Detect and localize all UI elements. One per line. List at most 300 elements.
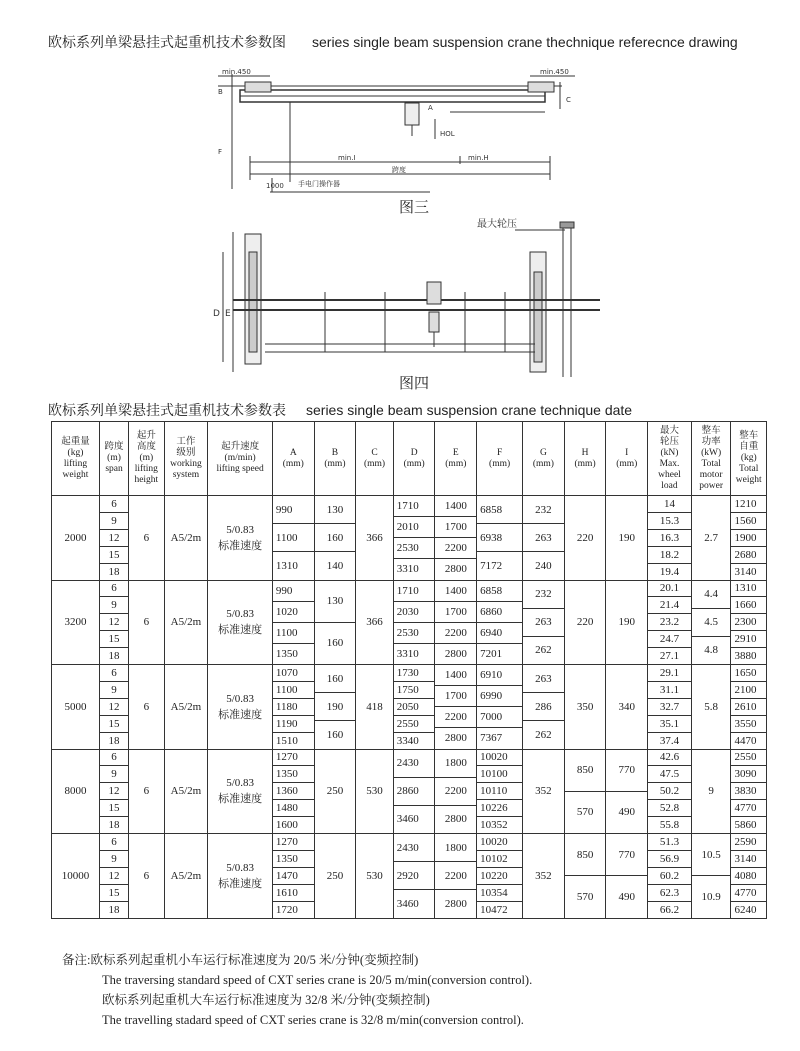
cell-value: 51.3 bbox=[648, 834, 691, 851]
cell-value: 55.8 bbox=[659, 819, 680, 832]
cell-value: 24.7 bbox=[648, 631, 691, 648]
cell-value: 220 bbox=[576, 531, 594, 544]
header-cell bbox=[393, 422, 435, 496]
cell-value: 4770 bbox=[731, 885, 766, 902]
figure-4-drawing bbox=[205, 212, 605, 382]
fig3-label-min-i: min.I bbox=[338, 154, 356, 162]
header-cell-line: (kN) bbox=[660, 447, 679, 458]
cell-speed bbox=[208, 580, 273, 665]
cell-value: 1190 bbox=[273, 716, 314, 733]
cell-I bbox=[606, 749, 648, 834]
cell-weight bbox=[52, 834, 100, 919]
cell-value: 6858 bbox=[477, 581, 522, 602]
header-cell-line: 整车 bbox=[701, 425, 721, 436]
cell-value: 250 bbox=[326, 869, 344, 882]
cell-value: 1400 bbox=[435, 581, 476, 602]
cell-F bbox=[477, 749, 523, 834]
header-cell bbox=[164, 422, 208, 496]
cell-value: 2860 bbox=[394, 778, 435, 806]
fig3-label-b: B bbox=[218, 88, 223, 96]
note-line1-en: The traversing standard speed of CXT series crane is 20/5 m/min(conversion control). bbox=[102, 973, 533, 987]
cell-value: 190 bbox=[618, 616, 635, 629]
header-cell bbox=[564, 422, 606, 496]
cell-value: 15 bbox=[100, 885, 128, 902]
cell-value: 1100 bbox=[273, 682, 314, 699]
cell-value: 2590 bbox=[731, 834, 766, 851]
header-cell-line: (mm) bbox=[489, 458, 511, 469]
cell-weight bbox=[52, 580, 100, 665]
cell-value: 263 bbox=[523, 524, 564, 552]
cell-G bbox=[523, 834, 565, 919]
cell-value: 2200 bbox=[435, 623, 476, 644]
cell-value: 10354 bbox=[477, 885, 522, 902]
cell-value: 2800 bbox=[444, 897, 467, 910]
cell-value: 2050 bbox=[394, 699, 435, 716]
header-cell-line: (mm) bbox=[616, 458, 638, 469]
cell-value: 1600 bbox=[275, 819, 298, 832]
cell-value: 570 bbox=[576, 890, 594, 903]
cell-weight bbox=[52, 496, 100, 581]
cell-value: 2100 bbox=[731, 682, 766, 699]
header-title-cn: 欧标系列单梁悬挂式起重机技术参数图 bbox=[48, 35, 286, 51]
cell-value: 1270 bbox=[273, 834, 314, 851]
header-cell-line: 轮压 bbox=[659, 436, 679, 447]
cell-value: 3830 bbox=[731, 783, 766, 800]
cell-power bbox=[691, 665, 731, 750]
spec-table bbox=[51, 421, 767, 919]
table-row bbox=[52, 749, 767, 834]
cell-value: 2430 bbox=[394, 834, 435, 862]
cell-value: 42.6 bbox=[648, 750, 691, 767]
cell-weight bbox=[52, 749, 100, 834]
cell-value: 18 bbox=[108, 734, 120, 747]
cell-value: 2200 bbox=[435, 778, 476, 806]
cell-value: 32.7 bbox=[648, 699, 691, 716]
cell-C bbox=[356, 496, 394, 581]
cell-I bbox=[606, 580, 648, 665]
cell-value: 366 bbox=[366, 616, 383, 629]
cell-value: 2000 bbox=[64, 531, 87, 544]
cell-value: 140 bbox=[326, 559, 344, 572]
header-cell-line: 整车 bbox=[739, 431, 759, 441]
cell-speed bbox=[208, 834, 273, 919]
cell-value: 232 bbox=[523, 496, 564, 524]
notes-label: 备注: bbox=[62, 953, 91, 967]
header-cell-line: weight bbox=[62, 469, 89, 480]
cell-value: 10100 bbox=[477, 766, 522, 783]
cell-value: 66.2 bbox=[659, 903, 680, 916]
cell-value: 3200 bbox=[64, 616, 87, 629]
cell-value: 1470 bbox=[273, 868, 314, 885]
table-row bbox=[52, 580, 767, 665]
cell-value: 10110 bbox=[477, 783, 522, 800]
header-cell bbox=[691, 422, 731, 496]
cell-value: 标准速度 bbox=[218, 624, 263, 637]
cell-value: 2550 bbox=[394, 716, 435, 733]
cell-value: 263 bbox=[523, 609, 564, 637]
cell-value: 3460 bbox=[396, 897, 419, 910]
header-title-en: series single beam suspension crane thechnique referecnce drawing bbox=[312, 34, 738, 50]
cell-value: 2920 bbox=[394, 862, 435, 890]
cell-A bbox=[272, 665, 314, 750]
cell-value: 12 bbox=[100, 783, 128, 800]
header-cell-line: H bbox=[581, 447, 589, 458]
cell-value: 6 bbox=[100, 581, 128, 598]
cell-value: 490 bbox=[618, 806, 635, 819]
header-cell bbox=[129, 422, 164, 496]
cell-value: 2800 bbox=[444, 813, 467, 826]
cell-value: 10220 bbox=[477, 868, 522, 885]
cell-value: 18.2 bbox=[648, 547, 691, 564]
cell-value: 29.1 bbox=[648, 665, 691, 682]
figure-3-caption: 图三 bbox=[399, 198, 430, 216]
cell-value: 9 bbox=[100, 851, 128, 868]
cell-value: 1700 bbox=[435, 517, 476, 538]
cell-value: 190 bbox=[315, 693, 356, 721]
cell-value: 366 bbox=[366, 531, 383, 544]
cell-value: 990 bbox=[273, 581, 314, 602]
cell-value: 15.3 bbox=[648, 513, 691, 530]
note-line2-cn: 欧标系列起重机大车运行标准速度为 32/8 米/分钟(变频控制) bbox=[102, 993, 430, 1007]
cell-value: 6990 bbox=[477, 686, 522, 707]
cell-value: 418 bbox=[366, 700, 383, 713]
header-cell bbox=[648, 422, 692, 496]
cell-value: 5/0.83 bbox=[226, 861, 254, 874]
cell-value: 12 bbox=[100, 614, 128, 631]
cell-F bbox=[477, 834, 523, 919]
cell-total bbox=[731, 580, 767, 665]
cell-lift_height bbox=[129, 834, 164, 919]
cell-value: 2550 bbox=[731, 750, 766, 767]
cell-value: 19.4 bbox=[659, 565, 680, 578]
table-body bbox=[52, 496, 767, 919]
cell-value: 130 bbox=[315, 581, 356, 623]
header-cell-line: (kg) bbox=[740, 453, 757, 463]
table-title-cn: 欧标系列单梁悬挂式起重机技术参数表 bbox=[48, 403, 286, 419]
table-header-row bbox=[52, 422, 767, 496]
figure-4-caption: 图四 bbox=[399, 374, 430, 392]
figure-3-drawing bbox=[210, 64, 590, 204]
header-cell bbox=[99, 422, 128, 496]
cell-value: 250 bbox=[326, 785, 344, 798]
cell-value: 15 bbox=[100, 547, 128, 564]
cell-value: 标准速度 bbox=[218, 877, 263, 890]
cell-value: 52.8 bbox=[648, 800, 691, 817]
header-cell-line: D bbox=[410, 447, 418, 458]
cell-C bbox=[356, 749, 394, 834]
page-header bbox=[48, 32, 738, 52]
cell-A bbox=[272, 496, 314, 581]
cell-speed bbox=[208, 749, 273, 834]
cell-B bbox=[314, 580, 356, 665]
cell-value: 10020 bbox=[477, 750, 522, 767]
cell-value: 263 bbox=[523, 665, 564, 693]
cell-value: 9 bbox=[100, 766, 128, 783]
cell-value: A5/2m bbox=[170, 531, 202, 544]
fig3-label-hol: HOL bbox=[440, 130, 455, 138]
fig4-label-d: D bbox=[213, 309, 220, 319]
cell-value: 12 bbox=[100, 530, 128, 547]
cell-value: 6 bbox=[100, 665, 128, 682]
cell-value: 2430 bbox=[394, 750, 435, 778]
header-cell-line: wheel bbox=[658, 469, 681, 480]
cell-value: 10020 bbox=[477, 834, 522, 851]
cell-value: 9 bbox=[708, 785, 714, 798]
cell-value: 1510 bbox=[275, 734, 298, 747]
cell-wheel bbox=[648, 749, 692, 834]
cell-power bbox=[691, 580, 731, 665]
cell-value: 2200 bbox=[435, 862, 476, 890]
cell-value: 1350 bbox=[273, 851, 314, 868]
cell-A bbox=[272, 580, 314, 665]
cell-value: 10.5 bbox=[692, 834, 731, 876]
cell-value: 2200 bbox=[435, 707, 476, 728]
cell-I bbox=[606, 834, 648, 919]
cell-E bbox=[435, 496, 477, 581]
cell-speed bbox=[208, 496, 273, 581]
cell-value: 2530 bbox=[394, 538, 435, 559]
cell-total bbox=[731, 496, 767, 581]
cell-value: 286 bbox=[523, 693, 564, 721]
cell-power bbox=[691, 834, 731, 919]
cell-value: 2800 bbox=[444, 563, 467, 576]
cell-value: 770 bbox=[606, 834, 647, 876]
header-cell bbox=[208, 422, 273, 496]
cell-value: 标准速度 bbox=[218, 539, 263, 552]
cell-value: 6 bbox=[100, 750, 128, 767]
cell-value: 530 bbox=[366, 785, 383, 798]
note-line1-cn: 欧标系列起重机小车运行标准速度为 20/5 米/分钟(变频控制) bbox=[90, 953, 419, 967]
header-cell bbox=[52, 422, 100, 496]
cell-wheel bbox=[648, 834, 692, 919]
header-cell-line: 级别 bbox=[176, 447, 196, 458]
header-cell-line: height bbox=[134, 475, 159, 485]
header-cell-line: F bbox=[496, 447, 503, 458]
header-cell-line: (m) bbox=[107, 453, 121, 463]
cell-value: 262 bbox=[535, 644, 552, 657]
header-cell-line: (mm) bbox=[363, 458, 386, 469]
cell-value: 3460 bbox=[396, 813, 419, 826]
header-cell-line: power bbox=[699, 480, 724, 491]
cell-D bbox=[393, 665, 435, 750]
cell-value: 1560 bbox=[731, 513, 766, 530]
cell-lift_height bbox=[129, 580, 164, 665]
cell-value: 6860 bbox=[477, 602, 522, 623]
cell-value: A5/2m bbox=[170, 785, 202, 798]
cell-C bbox=[356, 580, 394, 665]
cell-value: 1020 bbox=[273, 602, 314, 623]
header-cell-line: 高度 bbox=[136, 442, 156, 452]
cell-value: 12 bbox=[100, 699, 128, 716]
cell-value: 7000 bbox=[477, 707, 522, 728]
header-cell-line: Max. bbox=[659, 458, 680, 469]
table-row bbox=[52, 834, 767, 919]
cell-wheel bbox=[648, 496, 692, 581]
cell-wheel bbox=[648, 580, 692, 665]
cell-value: 1400 bbox=[435, 665, 476, 686]
header-cell-line: Total bbox=[739, 464, 759, 474]
header-cell-line: (m) bbox=[139, 453, 154, 463]
cell-value: 2910 bbox=[731, 631, 766, 648]
cell-value: 3310 bbox=[396, 647, 419, 660]
header-cell-line: 功率 bbox=[701, 436, 721, 447]
cell-lift_height bbox=[129, 496, 164, 581]
cell-spans bbox=[99, 665, 128, 750]
cell-D bbox=[393, 496, 435, 581]
cell-I bbox=[606, 496, 648, 581]
cell-value: 15 bbox=[100, 716, 128, 733]
cell-value: 5860 bbox=[734, 819, 757, 832]
cell-value: 1800 bbox=[435, 750, 476, 778]
cell-value: 3880 bbox=[734, 650, 757, 663]
cell-B bbox=[314, 749, 356, 834]
cell-H bbox=[564, 496, 606, 581]
cell-value: 4470 bbox=[734, 734, 757, 747]
cell-value: 20.1 bbox=[648, 581, 691, 598]
cell-value: 6938 bbox=[477, 524, 522, 552]
cell-G bbox=[523, 496, 565, 581]
header-cell-line: G bbox=[539, 447, 547, 458]
cell-value: 130 bbox=[315, 496, 356, 524]
header-cell bbox=[272, 422, 314, 496]
header-cell bbox=[477, 422, 523, 496]
cell-total bbox=[731, 749, 767, 834]
header-cell-line: working bbox=[170, 458, 202, 469]
header-cell-line: lifting speed bbox=[216, 464, 264, 474]
cell-D bbox=[393, 580, 435, 665]
cell-value: 3550 bbox=[731, 716, 766, 733]
fig3-label-f: F bbox=[218, 148, 223, 156]
cell-value: 1700 bbox=[435, 686, 476, 707]
cell-value: 3140 bbox=[734, 565, 757, 578]
cell-working bbox=[164, 749, 208, 834]
header-cell-line: C bbox=[371, 447, 378, 458]
cell-value: 340 bbox=[618, 700, 635, 713]
cell-value: 2680 bbox=[731, 547, 766, 564]
cell-A bbox=[272, 834, 314, 919]
cell-value: 3310 bbox=[396, 563, 419, 576]
header-cell-line: (mm) bbox=[532, 458, 554, 469]
cell-B bbox=[314, 496, 356, 581]
cell-value: 1360 bbox=[273, 783, 314, 800]
cell-power bbox=[691, 496, 731, 581]
cell-value: 21.4 bbox=[648, 597, 691, 614]
header-cell bbox=[523, 422, 565, 496]
cell-value: 3340 bbox=[396, 734, 419, 747]
cell-wheel bbox=[648, 665, 692, 750]
cell-value: 10102 bbox=[477, 851, 522, 868]
header-cell bbox=[356, 422, 394, 496]
cell-value: 6 bbox=[143, 700, 150, 713]
header-cell-line: A bbox=[289, 447, 297, 458]
cell-H bbox=[564, 749, 606, 834]
header-cell bbox=[606, 422, 648, 496]
cell-value: 7367 bbox=[480, 732, 503, 745]
cell-value: 6 bbox=[143, 785, 150, 798]
cell-working bbox=[164, 665, 208, 750]
cell-value: 18 bbox=[108, 565, 120, 578]
cell-value: 5/0.83 bbox=[226, 608, 254, 621]
cell-value: 6 bbox=[143, 869, 150, 882]
notes bbox=[62, 950, 532, 1030]
header-cell-line: 自重 bbox=[739, 442, 759, 452]
cell-F bbox=[477, 496, 523, 581]
cell-value: 1270 bbox=[273, 750, 314, 767]
note-line2-en: The travelling stadard speed of CXT series crane is 32/8 m/min(conversion control). bbox=[102, 1013, 524, 1027]
header-cell-line: E bbox=[452, 447, 459, 458]
header-cell-line: (m/min) bbox=[224, 453, 256, 463]
cell-value: 62.3 bbox=[648, 885, 691, 902]
cell-value: 37.4 bbox=[659, 734, 680, 747]
cell-value: 23.2 bbox=[648, 614, 691, 631]
cell-value: 2030 bbox=[394, 602, 435, 623]
header-cell-line: span bbox=[105, 464, 123, 474]
cell-value: 6 bbox=[143, 531, 150, 544]
header-cell bbox=[731, 422, 767, 496]
cell-value: 9 bbox=[100, 682, 128, 699]
header-cell-line: (mm) bbox=[403, 458, 425, 469]
cell-value: 6 bbox=[143, 616, 150, 629]
cell-value: 1800 bbox=[435, 834, 476, 862]
cell-value: 60.2 bbox=[648, 868, 691, 885]
cell-value: 7201 bbox=[480, 647, 503, 660]
cell-value: 18 bbox=[108, 650, 120, 663]
cell-spans bbox=[99, 834, 128, 919]
cell-value: 5/0.83 bbox=[226, 523, 254, 536]
cell-value: 2200 bbox=[435, 538, 476, 559]
cell-value: 1650 bbox=[731, 665, 766, 682]
header-cell-line: system bbox=[172, 469, 200, 480]
cell-H bbox=[564, 834, 606, 919]
cell-value: 570 bbox=[576, 806, 594, 819]
cell-value: 2300 bbox=[731, 614, 766, 631]
cell-lift_height bbox=[129, 749, 164, 834]
cell-value: 352 bbox=[535, 785, 552, 798]
cell-value: 6858 bbox=[477, 496, 522, 524]
cell-value: 160 bbox=[326, 637, 344, 650]
cell-value: 35.1 bbox=[648, 716, 691, 733]
cell-value: 160 bbox=[315, 665, 356, 693]
fig3-label-c: C bbox=[566, 96, 571, 104]
header-cell-line: lifting bbox=[134, 464, 158, 474]
cell-value: 标准速度 bbox=[218, 708, 263, 721]
cell-value: 770 bbox=[606, 750, 647, 792]
cell-H bbox=[564, 665, 606, 750]
cell-value: 1900 bbox=[731, 530, 766, 547]
cell-lift_height bbox=[129, 665, 164, 750]
cell-value: 6240 bbox=[734, 903, 757, 916]
fig4-label-e: E bbox=[225, 309, 231, 319]
cell-value: 4.4 bbox=[692, 581, 731, 609]
cell-E bbox=[435, 834, 477, 919]
header-cell-line: 起重量 bbox=[61, 436, 90, 447]
cell-value: 1180 bbox=[273, 699, 314, 716]
cell-value: 1710 bbox=[394, 581, 435, 602]
cell-value: 7172 bbox=[480, 559, 503, 572]
cell-value: 160 bbox=[315, 524, 356, 552]
cell-value: 1750 bbox=[394, 682, 435, 699]
cell-value: 2800 bbox=[444, 647, 467, 660]
cell-value: 262 bbox=[535, 728, 552, 741]
cell-spans bbox=[99, 496, 128, 581]
table-row bbox=[52, 496, 767, 581]
header-cell-line: (mm) bbox=[574, 458, 596, 469]
cell-value: 9 bbox=[100, 513, 128, 530]
header-cell-line: 跨度 bbox=[104, 442, 124, 452]
cell-value: 50.2 bbox=[648, 783, 691, 800]
cell-value: 6 bbox=[100, 834, 128, 851]
cell-power bbox=[691, 749, 731, 834]
